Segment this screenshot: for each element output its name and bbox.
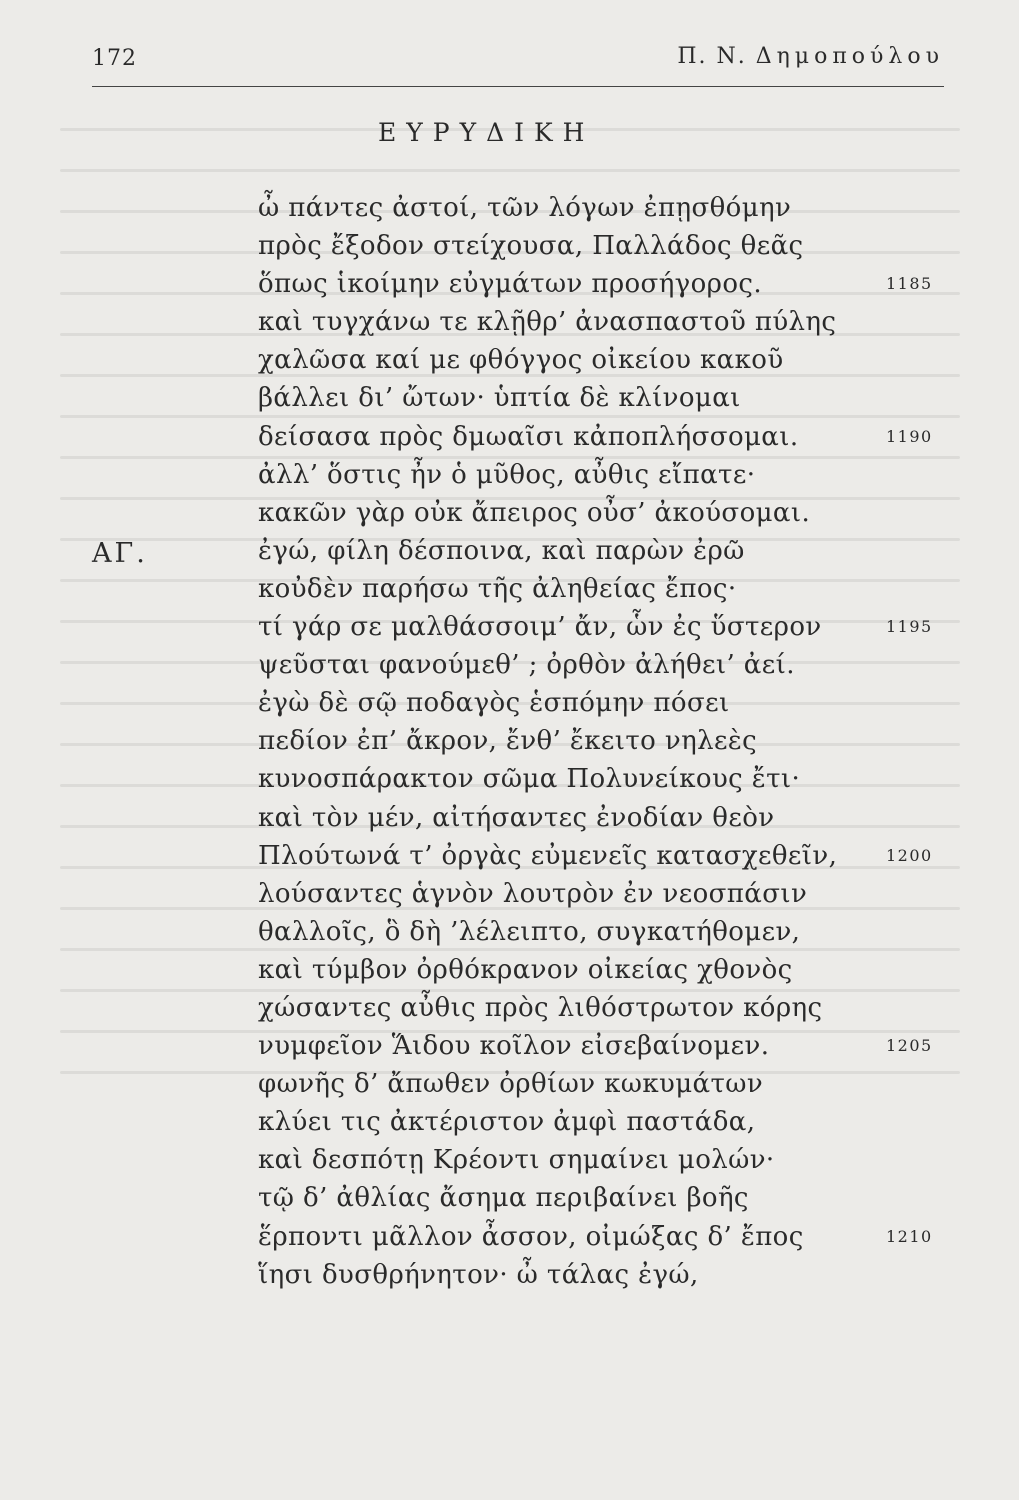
verse-line [0,1222,1019,1260]
verse-text: ἕρποντι μᾶλλον ἆσσον, οἰμώξας δ’ ἔπος [258,1221,804,1252]
verse-text: ἐγὼ δὲ σῷ ποδαγὸς ἑσπόμην πόσει [258,688,730,719]
verse-line [0,803,1019,841]
verse-text: χώσαντες αὖθις πρὸς λιθόστρωτον κόρης [258,992,823,1023]
verse-text: κοὐδὲν παρήσω τῆς ἀληθείας ἔπος· [258,573,737,604]
verse-text: νυμφεῖον Ἅιδου κοῖλον εἰσεβαίνομεν. [258,1031,770,1062]
verse-line [0,879,1019,917]
line-number: 1205 [886,1036,933,1056]
verse-line [0,231,1019,269]
verse-text: πρὸς ἔξοδον στείχουσα, Παλλάδος θεᾶς [258,231,804,262]
verse-text: κλύει τις ἀκτέριστον ἀμφὶ παστάδα, [258,1107,756,1138]
verse-block [0,193,1019,1298]
verse-line [0,1260,1019,1298]
verse-text: Πλούτωνά τ’ ὀργὰς εὐμενεῖς κατασχεθεῖν, [258,840,838,871]
verse-line [0,345,1019,383]
verse-line [0,307,1019,345]
page-number: 172 [92,46,137,71]
verse-line [0,841,1019,879]
page-header [92,46,944,87]
verse-line [0,726,1019,764]
verse-text: δείσασα πρὸς δμωαῖσι κἀποπλήσσομαι. [258,421,799,452]
verse-text: χαλῶσα καί με φθόγγος οἰκείου κακοῦ [258,345,784,376]
verse-text: βάλλει δι’ ὤτων· ὑπτία δὲ κλίνομαι [258,383,741,414]
verse-text: κυνοσπάρακτον σῶμα Πολυνείκους ἔτι· [258,764,801,795]
verse-text: πεδίον ἐπ’ ἄκρον, ἔνθ’ ἔκειτο νηλεὲς [258,726,758,757]
line-number: 1190 [886,426,933,446]
running-head-author: Δημοπούλου [755,44,944,69]
verse-text: τῷ δ’ ἀθλίας ἄσημα περιβαίνει βοῆς [258,1183,749,1214]
verse-text: καὶ τύμβον ὀρθόκρανον οἰκείας χθονὸς [258,954,793,985]
verse-line [0,574,1019,612]
verse-line [0,536,1019,574]
verse-line [0,1031,1019,1069]
verse-text: τί γάρ σε μαλθάσσοιμ’ ἄν, ὧν ἐς ὕστερον [258,612,822,643]
verse-line [0,269,1019,307]
line-number: 1200 [886,845,933,865]
verse-line [0,1183,1019,1221]
verse-text: ἀλλ’ ὅστις ἦν ὁ μῦθος, αὖθις εἴπατε· [258,459,756,490]
running-head [677,44,944,69]
verse-text: ἵησι δυσθρήνητον· ὦ τάλας ἐγώ, [258,1259,699,1290]
verse-line [0,1069,1019,1107]
verse-text: ὅπως ἱκοίμην εὐγμάτων προσήγορος. [258,269,763,300]
verse-text: φωνῆς δ’ ἄπωθεν ὀρθίων κωκυμάτων [258,1069,764,1100]
verse-line [0,650,1019,688]
verse-text: θαλλοῖς, ὃ δὴ ’λέλειπτο, συγκατήθομεν, [258,916,801,947]
verse-line [0,1107,1019,1145]
verse-text: ἐγώ, φίλη δέσποινα, καὶ παρὼν ἐρῶ [258,535,745,566]
verse-line [0,612,1019,650]
verse-line [0,955,1019,993]
verse-text: ὦ πάντες ἀστοί, τῶν λόγων ἐπῃσθόμην [258,193,792,223]
verse-line [0,993,1019,1031]
verse-line [0,460,1019,498]
verse-line [0,422,1019,460]
verse-text: καὶ τυγχάνω τε κλῇθρ’ ἀνασπαστοῦ πύλης [258,307,837,338]
line-number: 1210 [886,1226,933,1246]
verse-text: λούσαντες ἁγνὸν λουτρὸν ἐν νεοσπάσιν [258,878,808,909]
verse-text: καὶ δεσπότῃ Κρέοντι σημαίνει μολών· [258,1145,775,1176]
verse-text: κακῶν γὰρ οὐκ ἄπειρος οὖσ’ ἀκούσομαι. [258,497,811,528]
line-number: 1195 [886,617,933,637]
speaker-label: ΑΓ. [92,537,148,569]
speaker-heading: ΕΥΡΥΔΙΚΗ [378,118,595,147]
line-number: 1185 [886,274,933,294]
verse-line [0,917,1019,955]
verse-line [0,764,1019,802]
verse-line [0,1145,1019,1183]
running-head-initials: Π. Ν. [677,44,747,69]
verse-line [0,193,1019,231]
verse-line [0,688,1019,726]
verse-text: καὶ τὸν μέν, αἰτήσαντες ἐνοδίαν θεὸν [258,802,775,833]
verse-line [0,383,1019,421]
verse-text: ψεῦσται φανούμεθ’ ; ὀρθὸν ἀλήθει’ ἀεί. [258,650,795,681]
verse-line [0,498,1019,536]
